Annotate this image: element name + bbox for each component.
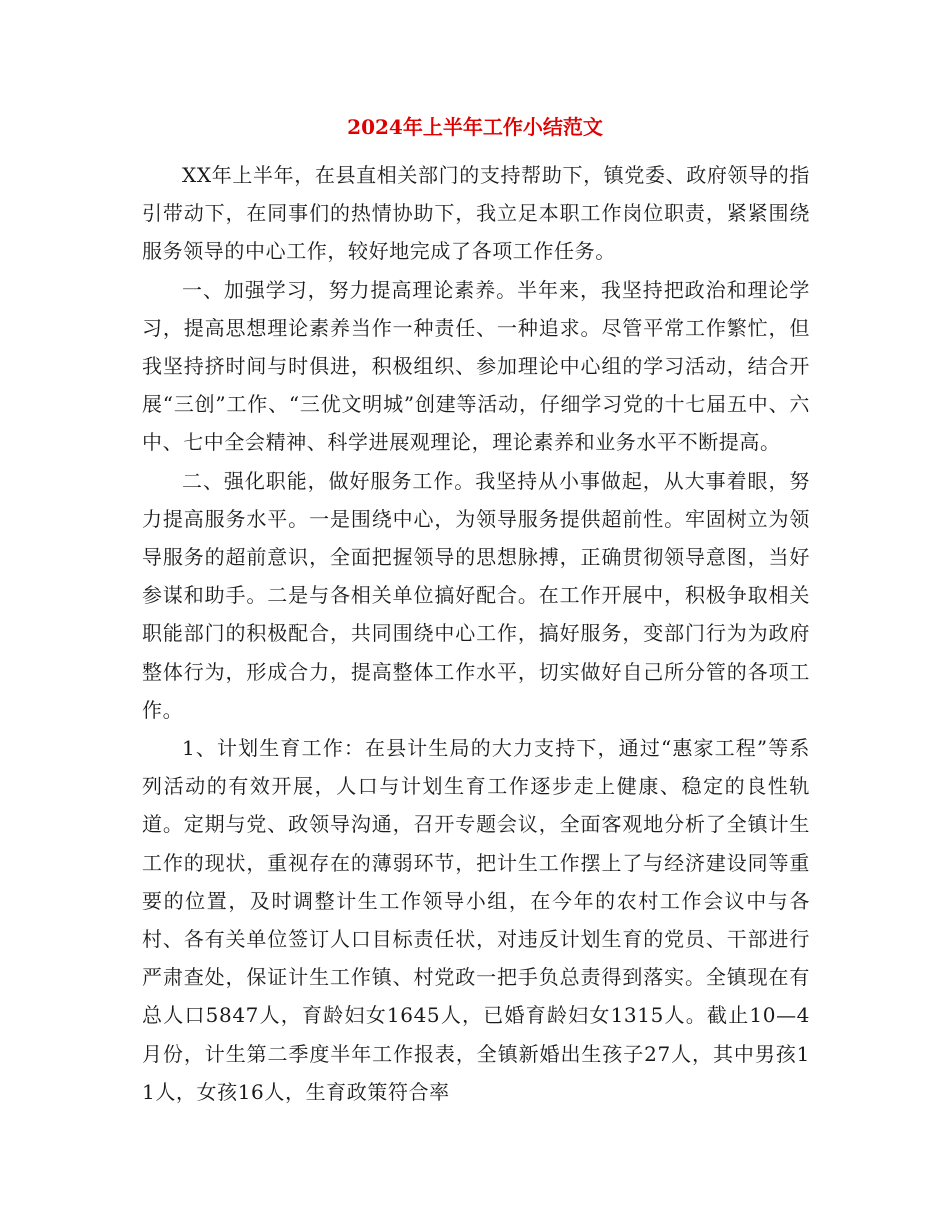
document-body xyxy=(142,156,810,1111)
document-title: 2024年上半年工作小结范文 xyxy=(347,115,603,139)
paragraph-study: 一、加强学习，努力提高理论素养。半年来，我坚持把政治和理论学习，提高思想理论素养当作一种责任、一种追求。尽管平常工作繁忙，但我坚持挤时间与时俱进，积极组织、参加理论中心组的学习活动，结合开展“三创”工作、“三优文明城”创建等活动，仔细学习党的十七届五中、六中、七中全会精神、科学进展观理论，理论素养和业务水平不断提高。 xyxy=(142,277,810,455)
paragraph-family-planning: 1、计划生育工作：在县计生局的大力支持下，通过“惠家工程”等系列活动的有效开展，人口与计划生育工作逐步走上健康、稳定的良性轨道。定期与党、政领导沟通，召开专题会议，全面客观地分析了全镇计生工作的现状，重视存在的薄弱环节，把计生工作摆上了与经济建设同等重要的位置，及时调整计生工作领导小组，在今年的农村工作会议中与各村、各有关单位签订人口目标责任状，对违反计划生育的党员、干部进行严肃查处，保证计生工作镇、村党政一把手负总责得到落实。全镇现在有总人口5847人，育龄妇女1645人，已婚育龄妇女1315人。截止10—4月份，计生第二季度半年工作报表，全镇新婚出生孩子27人，其中男孩11人，女孩16人，生育政策符合率 xyxy=(142,736,810,1104)
paragraph-intro: XX年上半年，在县直相关部门的支持帮助下，镇党委、政府领导的指引带动下，在同事们的热情协助下，我立足本职工作岗位职责，紧紧围绕服务领导的中心工作，较好地完成了各项工作任务。 xyxy=(142,163,810,264)
paragraph-service: 二、强化职能，做好服务工作。我坚持从小事做起，从大事着眼，努力提高服务水平。一是围绕中心，为领导服务提供超前性。牢固树立为领导服务的超前意识，全面把握领导的思想脉搏，正确贯彻领导意图，当好参谋和助手。二是与各相关单位搞好配合。在工作开展中，积极争取相关职能部门的积极配合，共同围绕中心工作，搞好服务，变部门行为为政府整体行为，形成合力，提高整体工作水平，切实做好自己所分管的各项工作。 xyxy=(142,468,810,722)
